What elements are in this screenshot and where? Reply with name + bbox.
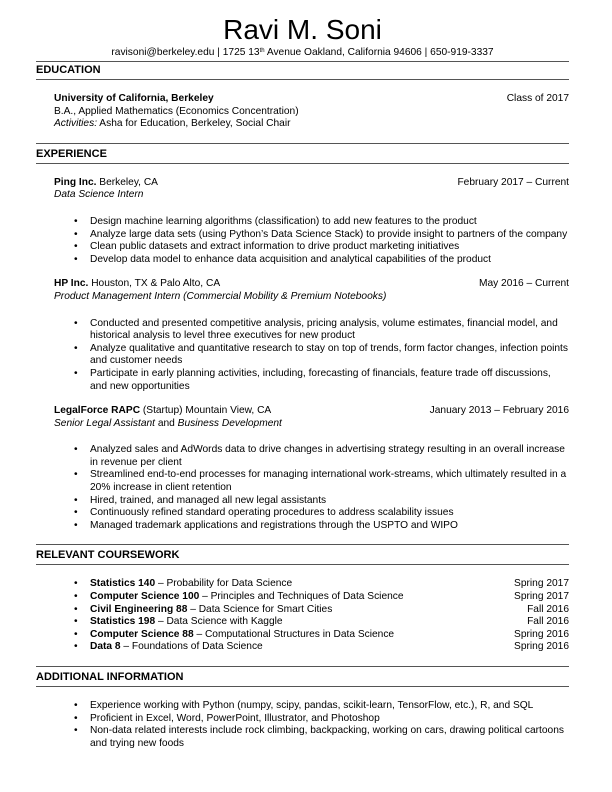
- course-name: Computer Science 100: [90, 591, 200, 603]
- job-entry: [36, 278, 569, 303]
- address-number: 1725 13: [222, 47, 260, 58]
- list-item: • Managed trademark applications and registrations through the USPTO and WIPO: [90, 520, 569, 533]
- phone: 650-919-3337: [430, 47, 494, 58]
- course-term: Spring 2016: [514, 628, 569, 640]
- course-name: Civil Engineering 88: [90, 603, 188, 615]
- coursework-list: [36, 578, 569, 654]
- location: (Startup) Mountain View, CA: [140, 405, 272, 417]
- course-name: Statistics 140: [90, 578, 156, 590]
- list-item: • Clean public datasets and extract information to drive product marketing initiatives: [90, 241, 569, 254]
- education-date: Class of 2017: [506, 93, 569, 104]
- list-item: • Design machine learning algorithms (classification) to add new features to the product: [90, 216, 569, 229]
- list-item: • Conducted and presented competitive analysis, pricing analysis, volume estimates, financial model, and historical analysis to level three executives for new product: [90, 318, 569, 343]
- course-desc: – Probability for Data Science: [155, 578, 293, 590]
- job-entry: [36, 177, 569, 202]
- course-item: [90, 591, 569, 604]
- course-term: Spring 2017: [514, 578, 569, 590]
- additional-list: [36, 700, 569, 750]
- job-bullets: [36, 318, 569, 394]
- course-item: [90, 629, 569, 642]
- course-term: Spring 2017: [514, 591, 569, 603]
- course-item: [90, 616, 569, 629]
- separator: |: [421, 47, 431, 58]
- course-term: Fall 2016: [527, 616, 569, 628]
- course-name: Data 8: [90, 641, 121, 653]
- address: [223, 47, 422, 58]
- job-date: February 2017 – Current: [457, 176, 569, 188]
- candidate-name: Ravi M. Soni: [223, 14, 382, 45]
- course-name: Statistics 198: [90, 616, 156, 628]
- address-sup: th: [259, 48, 265, 54]
- section-heading-coursework: RELEVANT COURSEWORK: [36, 544, 569, 565]
- list-item: • Non-data related interests include rock climbing, backpacking, working on cars, drawing political cartoons and trying new foods: [90, 725, 569, 750]
- separator: |: [214, 47, 223, 58]
- course-desc: – Data Science for Smart Cities: [187, 603, 333, 615]
- company: HP Inc.: [54, 278, 89, 290]
- activities-label: Activities:: [54, 118, 98, 130]
- location: Berkeley, CA: [96, 176, 158, 188]
- job-title-1: Senior Legal Assistant: [54, 417, 155, 429]
- resume-page: [36, 14, 569, 750]
- activities-text: Asha for Education, Berkeley, Social Chair: [97, 118, 291, 130]
- address-street: Avenue Oakland, California 94606: [264, 47, 422, 58]
- list-item: • Hired, trained, and managed all new legal assistants: [90, 495, 569, 508]
- job-date: May 2016 – Current: [478, 278, 569, 290]
- job-date: January 2013 – February 2016: [429, 405, 569, 417]
- course-desc: – Foundations of Data Science: [120, 641, 263, 653]
- school-name: University of California, Berkeley: [54, 93, 214, 104]
- section-heading-additional: ADDITIONAL INFORMATION: [36, 666, 569, 687]
- job-entry: [36, 405, 569, 430]
- job-bullets: [36, 216, 569, 266]
- education-entry: [36, 93, 569, 131]
- list-item: • Proficient in Excel, Word, PowerPoint, Illustrator, and Photoshop: [90, 713, 569, 726]
- list-item: • Participate in early planning activities, including, forecasting of financials, feature trade off discussions, and new opportunities: [90, 368, 569, 393]
- section-heading-experience: EXPERIENCE: [36, 143, 569, 164]
- email: ravisoni@berkeley.edu: [111, 47, 215, 58]
- list-item: • Experience working with Python (numpy, scipy, pandas, scikit-learn, TensorFlow, etc.), R, and SQL: [90, 700, 569, 713]
- course-item: [90, 641, 569, 654]
- course-desc: – Principles and Techniques of Data Science: [199, 591, 404, 603]
- job-bullets: [36, 444, 569, 532]
- section-heading-education: EDUCATION: [36, 62, 569, 80]
- activities: [54, 118, 569, 131]
- course-name: Computer Science 88: [90, 628, 194, 640]
- list-item: • Analyzed sales and AdWords data to drive changes in advertising strategy resulting in an overall increase in revenue per client: [90, 444, 569, 469]
- list-item: • Develop data model to enhance data acquisition and analytical capabilities of the product: [90, 254, 569, 267]
- job-title: Data Science Intern: [54, 189, 144, 201]
- job-title: Product Management Intern (Commercial Mobility & Premium Notebooks): [54, 290, 387, 302]
- company: LegalForce RAPC: [54, 405, 141, 417]
- list-item: • Analyze qualitative and quantitative research to stay on top of trends, form factor changes, infection points and customer needs: [90, 343, 569, 368]
- job-title-2: Business Development: [177, 417, 282, 429]
- course-term: Fall 2016: [527, 603, 569, 615]
- course-item: [90, 578, 569, 591]
- location: Houston, TX & Palo Alto, CA: [88, 278, 221, 290]
- contact-line: [36, 47, 569, 62]
- list-item: • Continuously refined standard operating procedures to address scalability issues: [90, 507, 569, 520]
- course-desc: – Computational Structures in Data Science: [193, 628, 395, 640]
- course-item: [90, 604, 569, 617]
- course-desc: – Data Science with Kaggle: [155, 616, 283, 628]
- company: Ping Inc.: [54, 176, 97, 188]
- list-item: • Analyze large data sets (using Python’s Data Science Stack) to provide insight to partners of the company: [90, 229, 569, 242]
- job-title-and: and: [155, 417, 178, 429]
- job-title: [54, 418, 569, 431]
- course-term: Spring 2016: [514, 641, 569, 653]
- degree: B.A., Applied Mathematics (Economics Concentration): [54, 105, 299, 117]
- list-item: • Streamlined end-to-end processes for managing international work-streams, which ultimately resulted in a 20% increase in client retention: [90, 469, 569, 494]
